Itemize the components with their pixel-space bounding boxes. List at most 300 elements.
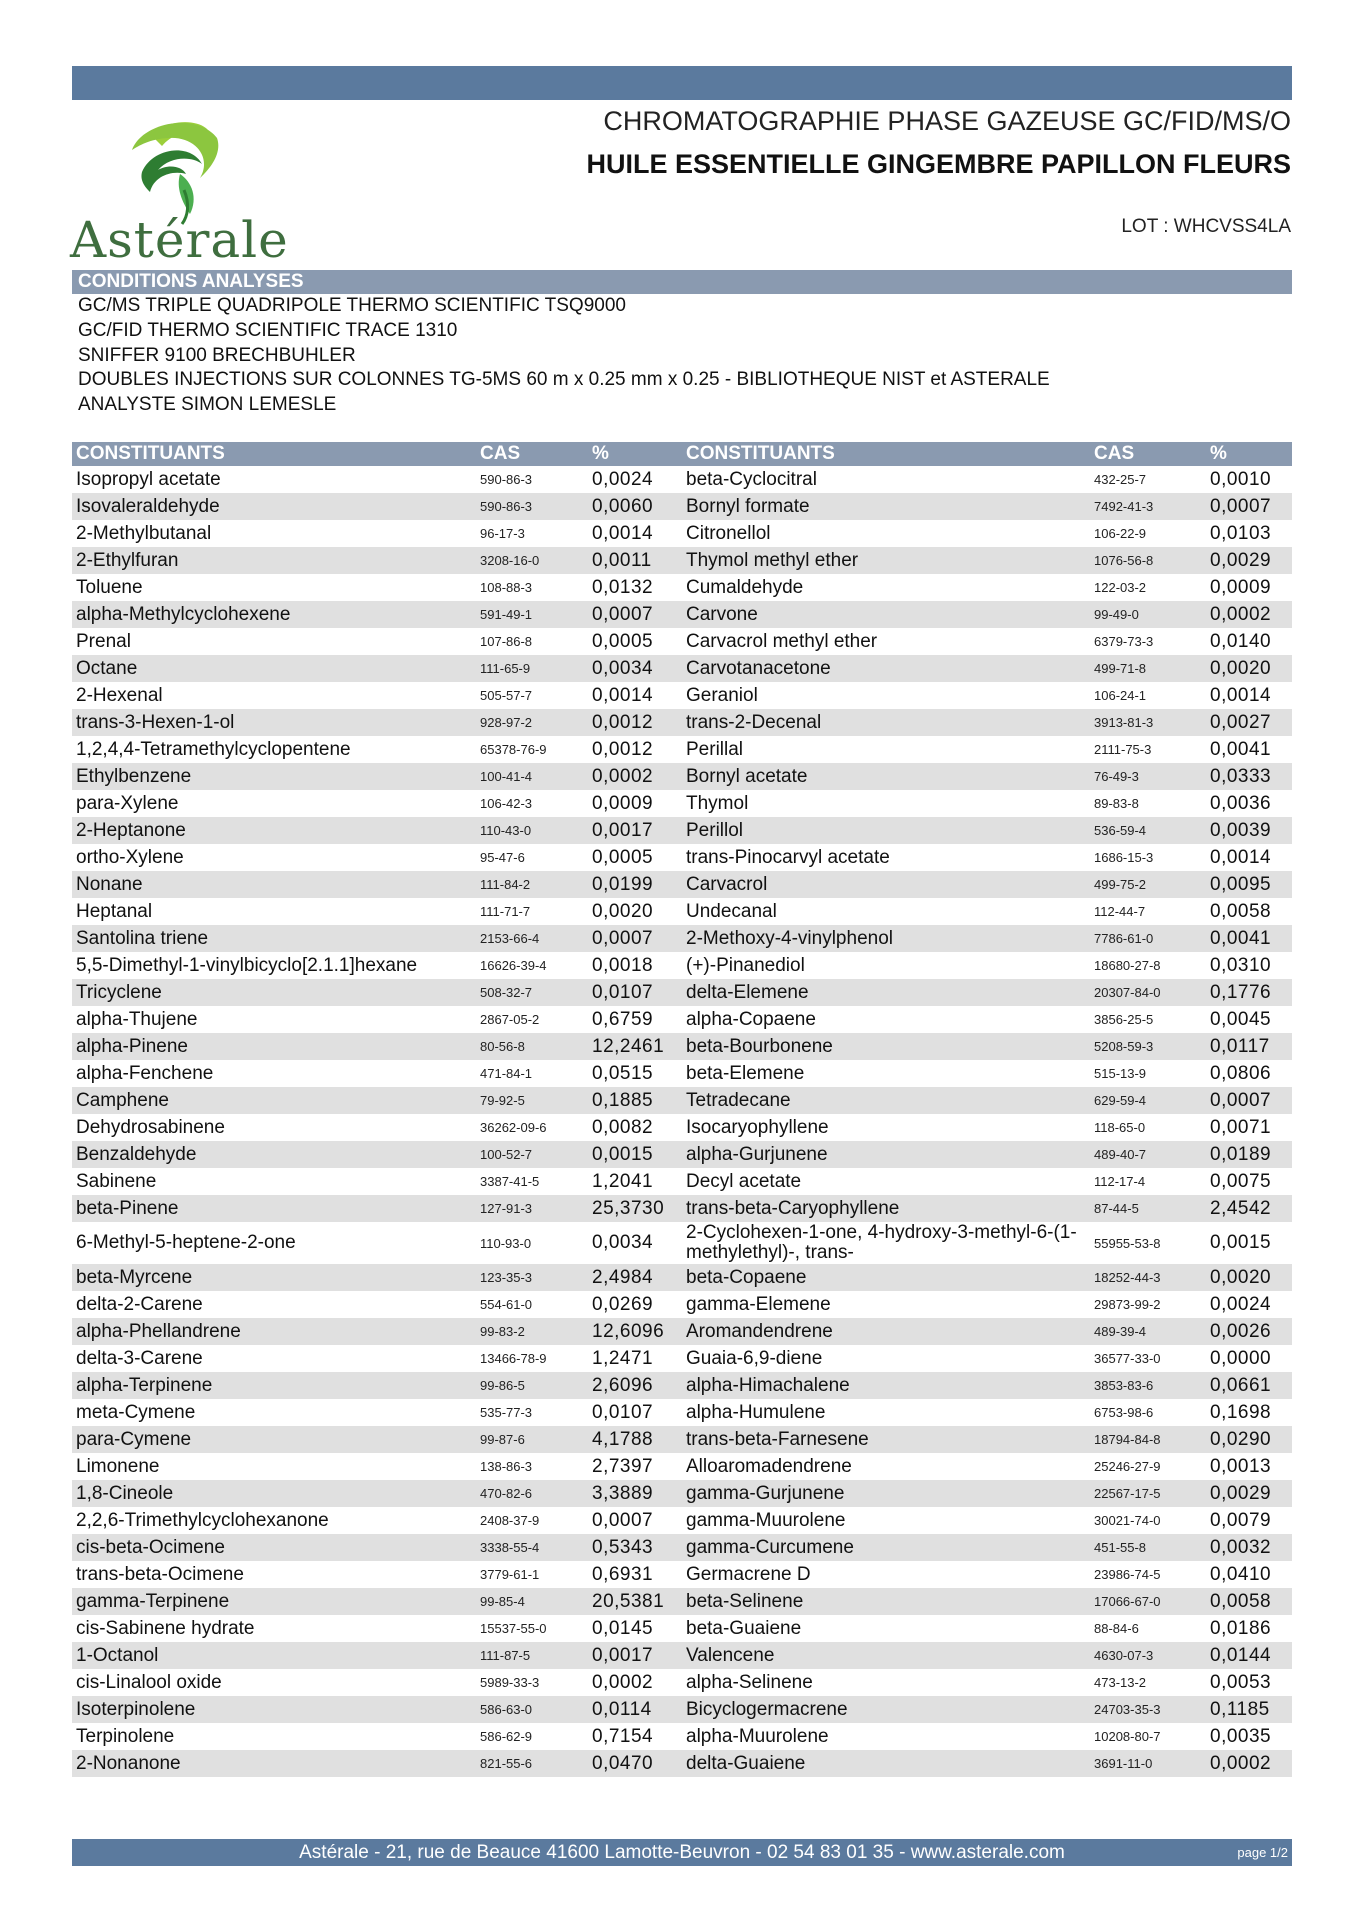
percent-value: 0,6931 — [592, 1563, 654, 1585]
constituant-name: 2,2,6-Trimethylcyclohexanone — [76, 1509, 329, 1531]
cas-number: 473-13-2 — [1094, 1675, 1147, 1690]
percent-value: 0,0017 — [592, 819, 654, 841]
cas-number: 18252-44-3 — [1094, 1270, 1161, 1285]
constituant-name: alpha-Humulene — [686, 1401, 826, 1423]
constituant-name: 1,8-Cineole — [76, 1482, 174, 1504]
constituant-name: 2-Methoxy-4-vinylphenol — [686, 927, 893, 949]
constituant-name: Carvotanacetone — [686, 657, 831, 679]
table-row — [72, 790, 1292, 817]
header-cas-right: CAS — [1094, 443, 1135, 464]
percent-value: 0,0103 — [1210, 522, 1272, 544]
cas-number: 1686-15-3 — [1094, 850, 1154, 865]
constituant-name: Tricyclene — [76, 981, 162, 1003]
footer-bar — [72, 1839, 1292, 1866]
cas-number: 3691-11-0 — [1094, 1756, 1153, 1771]
cas-number: 29873-99-2 — [1094, 1297, 1161, 1312]
constituant-name: beta-Selinene — [686, 1590, 804, 1612]
percent-value: 0,0002 — [1210, 1752, 1272, 1774]
table-row — [72, 1696, 1292, 1723]
table-row — [72, 952, 1292, 979]
table-row — [72, 1453, 1292, 1480]
cas-number: 2153-66-4 — [480, 931, 540, 946]
table-row — [72, 1534, 1292, 1561]
percent-value: 0,0310 — [1210, 954, 1272, 976]
percent-value: 0,0000 — [1210, 1347, 1272, 1369]
table-row — [72, 520, 1292, 547]
percent-value: 0,0015 — [1210, 1232, 1272, 1253]
percent-value: 0,0107 — [592, 981, 654, 1003]
cas-number: 508-32-7 — [480, 985, 533, 1000]
percent-value: 0,0269 — [592, 1293, 654, 1315]
constituant-name: beta-Copaene — [686, 1266, 807, 1288]
constituant-name: Carvacrol — [686, 873, 768, 895]
cas-number: 108-88-3 — [480, 580, 533, 595]
table-row — [72, 1345, 1292, 1372]
percent-value: 0,0075 — [1210, 1170, 1272, 1192]
percent-value: 0,0199 — [592, 873, 654, 895]
percent-value: 0,0011 — [592, 549, 652, 571]
percent-value: 0,0007 — [592, 603, 654, 625]
cas-number: 3338-55-4 — [480, 1540, 540, 1555]
constituant-name: alpha-Himachalene — [686, 1374, 850, 1396]
condition-line: GC/MS TRIPLE QUADRIPOLE THERMO SCIENTIFIC TSQ9000 — [78, 295, 626, 316]
constituant-name: Geraniol — [686, 684, 758, 706]
constituant-name: Nonane — [76, 873, 143, 895]
table-row — [72, 655, 1292, 682]
percent-value: 3,3889 — [592, 1482, 654, 1504]
constituant-name: 2-Hexenal — [76, 684, 163, 706]
percent-value: 0,0039 — [1210, 819, 1272, 841]
percent-value: 1,2041 — [592, 1170, 654, 1192]
percent-value: 0,0470 — [592, 1752, 654, 1774]
percent-value: 2,4984 — [592, 1266, 654, 1288]
cas-number: 96-17-3 — [480, 526, 525, 541]
percent-value: 0,0058 — [1210, 900, 1272, 922]
cas-number: 110-43-0 — [480, 823, 532, 838]
constituant-name: Carvacrol methyl ether — [686, 630, 878, 652]
percent-value: 0,0007 — [592, 1509, 654, 1531]
constituant-name: gamma-Elemene — [686, 1293, 831, 1315]
constituant-name: Undecanal — [686, 900, 777, 922]
header-percent-left: % — [592, 443, 609, 464]
cas-number: 515-13-9 — [1094, 1066, 1147, 1081]
header-percent-right: % — [1210, 443, 1227, 464]
cas-number: 629-59-4 — [1094, 1093, 1147, 1108]
percent-value: 0,0007 — [1210, 495, 1272, 517]
table-row — [72, 1318, 1292, 1345]
condition-line: ANALYSTE SIMON LEMESLE — [78, 394, 337, 416]
constituant-name: alpha-Pinene — [76, 1035, 188, 1057]
cas-number: 123-35-3 — [480, 1270, 533, 1285]
percent-value: 0,0144 — [1210, 1644, 1272, 1666]
cas-number: 590-86-3 — [480, 499, 533, 514]
percent-value: 0,0012 — [592, 711, 654, 733]
constituant-name: Citronellol — [686, 522, 771, 544]
constituant-name: Valencene — [686, 1644, 775, 1666]
percent-value: 0,0005 — [592, 630, 654, 652]
constituant-name: Alloaromadendrene — [686, 1455, 852, 1477]
table-row — [72, 493, 1292, 520]
table-row — [72, 1615, 1292, 1642]
constituant-name: trans-beta-Ocimene — [76, 1563, 244, 1585]
percent-value: 0,0107 — [592, 1401, 654, 1423]
constituant-name: cis-beta-Ocimene — [76, 1536, 225, 1558]
constituant-name: para-Cymene — [76, 1428, 192, 1450]
constituant-name: trans-beta-Farnesene — [686, 1428, 869, 1450]
logo-wordmark: Astérale — [70, 211, 289, 269]
constituant-name: cis-Sabinene hydrate — [76, 1617, 255, 1639]
cas-number: 95-47-6 — [480, 850, 525, 865]
constituant-name: gamma-Curcumene — [686, 1536, 854, 1558]
cas-number: 536-59-4 — [1094, 823, 1147, 838]
cas-number: 2408-37-9 — [480, 1513, 540, 1528]
percent-value: 0,0117 — [1210, 1035, 1270, 1057]
constituant-name: Guaia-6,9-diene — [686, 1347, 823, 1369]
constituant-name: Ethylbenzene — [76, 765, 192, 787]
table-row — [72, 979, 1292, 1006]
cas-number: 118-65-0 — [1094, 1120, 1146, 1135]
constituant-name: beta-Myrcene — [76, 1266, 193, 1288]
cas-number: 3913-81-3 — [1094, 715, 1154, 730]
table-row — [72, 898, 1292, 925]
percent-value: 0,0058 — [1210, 1590, 1272, 1612]
cas-number: 3208-16-0 — [480, 553, 540, 568]
table-row — [72, 1480, 1292, 1507]
table-row — [72, 1114, 1292, 1141]
cas-number: 16626-39-4 — [480, 958, 547, 973]
cas-number: 22567-17-5 — [1094, 1486, 1161, 1501]
constituant-name: delta-2-Carene — [76, 1293, 203, 1315]
constituant-name: delta-3-Carene — [76, 1347, 203, 1369]
constituant-name: trans-3-Hexen-1-ol — [76, 711, 235, 733]
constituant-name: ortho-Xylene — [76, 846, 184, 868]
constituant-name: Decyl acetate — [686, 1170, 802, 1192]
percent-value: 2,4542 — [1210, 1197, 1272, 1219]
cas-number: 6379-73-3 — [1094, 634, 1154, 649]
constituant-name: gamma-Terpinene — [76, 1590, 230, 1612]
constituant-name: Octane — [76, 657, 138, 679]
percent-value: 0,0029 — [1210, 1482, 1272, 1504]
table-row — [72, 1750, 1292, 1777]
constituant-name: trans-beta-Caryophyllene — [686, 1197, 900, 1219]
constituant-name: (+)-Pinanediol — [686, 954, 805, 976]
percent-value: 0,0012 — [592, 738, 654, 760]
cas-number: 24703-35-3 — [1094, 1702, 1161, 1717]
constituant-name: trans-2-Decenal — [686, 711, 822, 733]
cas-number: 10208-80-7 — [1094, 1729, 1161, 1744]
cas-number: 100-41-4 — [480, 769, 533, 784]
constituant-name: Isoterpinolene — [76, 1698, 196, 1720]
table-row — [72, 1006, 1292, 1033]
constituant-name: delta-Guaiene — [686, 1752, 806, 1774]
table-row — [72, 547, 1292, 574]
cas-number: 7786-61-0 — [1094, 931, 1154, 946]
constituant-name: Dehydrosabinene — [76, 1116, 225, 1138]
table-row — [72, 1195, 1292, 1222]
cas-number: 111-65-9 — [480, 661, 531, 676]
cas-number: 6753-98-6 — [1094, 1405, 1154, 1420]
constituant-name: alpha-Selinene — [686, 1671, 813, 1693]
lot-number: LOT : WHCVSS4LA — [1121, 216, 1291, 237]
percent-value: 0,0026 — [1210, 1320, 1272, 1342]
percent-value: 0,0002 — [592, 1671, 654, 1693]
header-constituants-left: CONSTITUANTS — [76, 443, 225, 464]
percent-value: 0,0027 — [1210, 711, 1272, 733]
cas-number: 88-84-6 — [1094, 1621, 1139, 1636]
cas-number: 7492-41-3 — [1094, 499, 1154, 514]
constituant-name: Camphene — [76, 1089, 169, 1111]
constituant-name: Bicyclogermacrene — [686, 1698, 848, 1720]
constituant-name: beta-Pinene — [76, 1197, 179, 1219]
percent-value: 2,6096 — [592, 1374, 654, 1396]
cas-number: 2111-75-3 — [1094, 742, 1152, 757]
percent-value: 0,0015 — [592, 1143, 654, 1165]
constituant-name: beta-Bourbonene — [686, 1035, 833, 1057]
table-row — [72, 1291, 1292, 1318]
cas-number: 591-49-1 — [480, 607, 533, 622]
percent-value: 0,1885 — [592, 1089, 654, 1111]
cas-number: 20307-84-0 — [1094, 985, 1161, 1000]
constituant-name: gamma-Gurjunene — [686, 1482, 845, 1504]
product-title: HUILE ESSENTIELLE GINGEMBRE PAPILLON FLEURS — [586, 149, 1291, 179]
percent-value: 12,6096 — [592, 1320, 665, 1342]
constituant-name: alpha-Terpinene — [76, 1374, 213, 1396]
top-banner — [72, 66, 1292, 100]
percent-value: 0,7154 — [592, 1725, 654, 1747]
table-row — [72, 1264, 1292, 1291]
percent-value: 0,0014 — [1210, 684, 1272, 706]
table-row — [72, 1033, 1292, 1060]
cas-number: 99-49-0 — [1094, 607, 1139, 622]
table-row — [72, 736, 1292, 763]
percent-value: 0,0017 — [592, 1644, 654, 1666]
cas-number: 99-85-4 — [480, 1594, 525, 1609]
constituant-name: Perillol — [686, 819, 744, 841]
table-row — [72, 1507, 1292, 1534]
cas-number: 3856-25-5 — [1094, 1012, 1154, 1027]
header-cas-left: CAS — [480, 443, 521, 464]
percent-value: 0,0410 — [1210, 1563, 1272, 1585]
percent-value: 0,0035 — [1210, 1725, 1272, 1747]
cas-number: 55955-53-8 — [1094, 1235, 1161, 1251]
condition-line: GC/FID THERMO SCIENTIFIC TRACE 1310 — [78, 319, 458, 341]
percent-value: 0,6759 — [592, 1008, 654, 1030]
percent-value: 20,5381 — [592, 1590, 665, 1612]
percent-value: 0,0020 — [1210, 657, 1272, 679]
percent-value: 0,0020 — [1210, 1266, 1272, 1288]
percent-value: 0,0013 — [1210, 1455, 1272, 1477]
cas-number: 554-61-0 — [480, 1297, 533, 1312]
percent-value: 0,0041 — [1210, 738, 1272, 760]
percent-value: 4,1788 — [592, 1428, 654, 1450]
constituant-name: beta-Cyclocitral — [686, 468, 817, 490]
cas-number: 5989-33-3 — [480, 1675, 540, 1690]
cas-number: 3387-41-5 — [480, 1174, 540, 1189]
constituant-name: 1-Octanol — [76, 1644, 159, 1666]
condition-line: SNIFFER 9100 BRECHBUHLER — [78, 344, 356, 366]
table-row — [72, 1426, 1292, 1453]
cas-number: 36577-33-0 — [1094, 1351, 1161, 1366]
table-row — [72, 871, 1292, 898]
cas-number: 106-42-3 — [480, 796, 533, 811]
constituant-name: Limonene — [76, 1455, 160, 1477]
percent-value: 0,0029 — [1210, 549, 1272, 571]
constituents-table — [72, 442, 1292, 1777]
constituant-name: Terpinolene — [76, 1725, 175, 1747]
table-row — [72, 682, 1292, 709]
percent-value: 0,0095 — [1210, 873, 1272, 895]
percent-value: 0,0060 — [592, 495, 654, 517]
cas-number: 18794-84-8 — [1094, 1432, 1161, 1447]
cas-number: 99-83-2 — [480, 1324, 525, 1339]
percent-value: 0,0071 — [1210, 1116, 1272, 1138]
table-row — [72, 1723, 1292, 1750]
percent-value: 0,1185 — [1210, 1698, 1270, 1720]
constituant-name: 2-Heptanone — [76, 819, 186, 841]
percent-value: 0,0009 — [592, 792, 654, 814]
constituant-name: 2-Cyclohexen-1-one, 4-hydroxy-3-methyl-6-(1-methylethyl)-, trans- — [686, 1222, 1077, 1263]
cas-number: 1076-56-8 — [1094, 553, 1154, 568]
constituant-name: Perillal — [686, 738, 744, 760]
percent-value: 0,0020 — [592, 900, 654, 922]
table-row — [72, 1168, 1292, 1195]
percent-value: 0,0002 — [1210, 603, 1272, 625]
constituant-name: alpha-Thujene — [76, 1008, 198, 1030]
percent-value: 0,0045 — [1210, 1008, 1272, 1030]
cas-number: 535-77-3 — [480, 1405, 533, 1420]
percent-value: 0,0002 — [592, 765, 654, 787]
cas-number: 505-57-7 — [480, 688, 533, 703]
constituant-name: Isopropyl acetate — [76, 468, 221, 490]
constituant-name: alpha-Phellandrene — [76, 1320, 241, 1342]
cas-number: 106-24-1 — [1094, 688, 1147, 703]
cas-number: 586-63-0 — [480, 1702, 533, 1717]
cas-number: 499-75-2 — [1094, 877, 1147, 892]
cas-number: 79-92-5 — [480, 1093, 525, 1108]
percent-value: 0,0186 — [1210, 1617, 1272, 1639]
constituant-name: alpha-Muurolene — [686, 1725, 829, 1747]
percent-value: 0,0034 — [592, 657, 654, 679]
cas-number: 106-22-9 — [1094, 526, 1147, 541]
cas-number: 111-71-7 — [480, 904, 531, 919]
cas-number: 99-86-5 — [480, 1378, 525, 1393]
constituant-name: Benzaldehyde — [76, 1143, 197, 1165]
percent-value: 0,0014 — [592, 684, 654, 706]
constituant-name: Aromandendrene — [686, 1320, 833, 1342]
table-row — [72, 817, 1292, 844]
percent-value: 0,0132 — [592, 576, 654, 598]
percent-value: 0,0005 — [592, 846, 654, 868]
percent-value: 1,2471 — [592, 1347, 654, 1369]
table-row — [72, 1060, 1292, 1087]
cas-number: 127-91-3 — [480, 1201, 533, 1216]
header-constituants-right: CONSTITUANTS — [686, 443, 835, 464]
cas-number: 13466-78-9 — [480, 1351, 547, 1366]
conditions-list — [78, 294, 1050, 418]
constituant-name: meta-Cymene — [76, 1401, 196, 1423]
percent-value: 0,0014 — [1210, 846, 1272, 868]
percent-value: 0,0806 — [1210, 1062, 1272, 1084]
cas-number: 470-82-6 — [480, 1486, 533, 1501]
table-row — [72, 1561, 1292, 1588]
percent-value: 0,0114 — [592, 1698, 652, 1720]
constituant-name: Sabinene — [76, 1170, 157, 1192]
percent-value: 0,0140 — [1210, 630, 1272, 652]
table-row — [72, 925, 1292, 952]
cas-number: 80-56-8 — [480, 1039, 525, 1054]
cas-number: 122-03-2 — [1094, 580, 1147, 595]
percent-value: 0,0189 — [1210, 1143, 1272, 1165]
table-row — [72, 574, 1292, 601]
cas-number: 23986-74-5 — [1094, 1567, 1161, 1582]
constituant-name: alpha-Gurjunene — [686, 1143, 828, 1165]
constituant-name: Isocaryophyllene — [686, 1116, 829, 1138]
constituant-name: Cumaldehyde — [686, 576, 804, 598]
percent-value: 12,2461 — [592, 1035, 665, 1057]
percent-value: 0,1776 — [1210, 981, 1272, 1003]
constituant-name: Thymol — [686, 792, 749, 814]
table-row — [72, 1588, 1292, 1615]
cas-number: 18680-27-8 — [1094, 958, 1161, 973]
table-row — [72, 466, 1292, 493]
percent-value: 0,0036 — [1210, 792, 1272, 814]
cas-number: 17066-67-0 — [1094, 1594, 1161, 1609]
percent-value: 0,0032 — [1210, 1536, 1272, 1558]
constituant-name: alpha-Methylcyclohexene — [76, 603, 291, 625]
constituant-name: 5,5-Dimethyl-1-vinylbicyclo[2.1.1]hexane — [76, 954, 418, 976]
conditions-heading: CONDITIONS ANALYSES — [72, 270, 1292, 294]
constituant-name: beta-Elemene — [686, 1062, 805, 1084]
percent-value: 0,0024 — [1210, 1293, 1272, 1315]
cas-number: 432-25-7 — [1094, 472, 1147, 487]
percent-value: 0,0007 — [1210, 1089, 1272, 1111]
constituant-name: cis-Linalool oxide — [76, 1671, 222, 1693]
percent-value: 0,0007 — [592, 927, 654, 949]
cas-number: 30021-74-0 — [1094, 1513, 1161, 1528]
constituant-name: Heptanal — [76, 900, 153, 922]
table-body — [72, 466, 1292, 1777]
constituant-name: Bornyl acetate — [686, 765, 808, 787]
percent-value: 0,0053 — [1210, 1671, 1272, 1693]
table-row — [72, 1642, 1292, 1669]
constituant-name: Isovaleraldehyde — [76, 495, 220, 517]
cas-number: 489-40-7 — [1094, 1147, 1147, 1162]
cas-number: 4630-07-3 — [1094, 1648, 1154, 1663]
percent-value: 0,0041 — [1210, 927, 1272, 949]
percent-value: 0,0333 — [1210, 765, 1272, 787]
cas-number: 590-86-3 — [480, 472, 533, 487]
cas-number: 87-44-5 — [1094, 1201, 1139, 1216]
percent-value: 0,0661 — [1210, 1374, 1272, 1396]
percent-value: 0,1698 — [1210, 1401, 1272, 1423]
table-row — [72, 844, 1292, 871]
cas-number: 36262-09-6 — [480, 1120, 547, 1135]
constituant-name: gamma-Muurolene — [686, 1509, 846, 1531]
percent-value: 0,0290 — [1210, 1428, 1272, 1450]
constituant-name: Prenal — [76, 630, 131, 652]
percent-value: 0,5343 — [592, 1536, 654, 1558]
condition-line: DOUBLES INJECTIONS SUR COLONNES TG-5MS 60 m x 0.25 mm x 0.25 - BIBLIOTHEQUE NIST et ASTERALE — [78, 369, 1050, 391]
page-number: page 1/2 — [1237, 1845, 1288, 1860]
table-header — [72, 442, 1292, 466]
cas-number: 5208-59-3 — [1094, 1039, 1154, 1054]
percent-value: 25,3730 — [592, 1197, 665, 1219]
constituant-name: 2-Methylbutanal — [76, 522, 212, 544]
percent-value: 0,0009 — [1210, 576, 1272, 598]
cas-number: 489-39-4 — [1094, 1324, 1147, 1339]
percent-value: 0,0082 — [592, 1116, 654, 1138]
table-row — [72, 1669, 1292, 1696]
